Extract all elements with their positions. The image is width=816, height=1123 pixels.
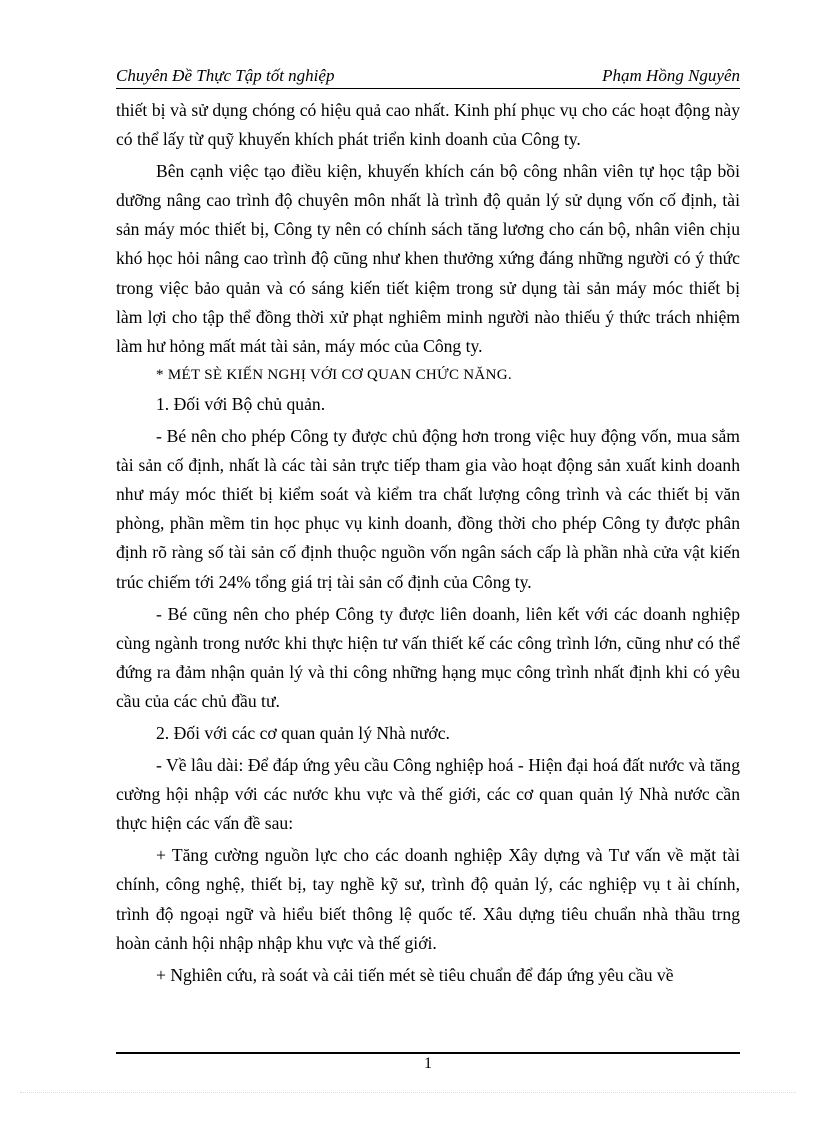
page-number: 1	[424, 1055, 432, 1072]
paragraph-standards: + Nghiên cứu, rà soát và cải tiến mét sè tiêu chuẩn để đáp ứng yêu cầu về	[156, 964, 674, 985]
section-heading-recommendations: * MÉT SÈ KIẾN NGHỊ VỚI CƠ QUAN CHỨC NĂNG.	[156, 366, 512, 383]
paragraph-staff-training: Bên cạnh việc tạo điều kiện, khuyến khích cán bộ công nhân viên tự học tập bồi dưỡng nâng cao trình độ chuyên môn nhất là trình độ quản lý sử dụng vốn cố định, tài sản máy móc thiết bị, Công ty nên có chính sách tăng lương cho cán bộ, nhân viên chịu khó học hỏi nâng cao trình độ cũng như khen thưởng xứng đáng những người có ý thức trong việc bảo quản và có sáng kiến tiết kiệm trong sử dụng tài sản máy móc thiết bị làm lợi cho tập thể đồng thời xử phạt nghiêm minh người nào thiếu ý thức trách nhiệm làm hư hỏng mất mát tài sản, máy móc của Công ty.	[116, 161, 740, 356]
header-document-title: Chuyên Đề Thực Tập tốt nghiệp	[116, 66, 335, 85]
document-body	[116, 96, 740, 990]
paragraph-ministry-joint-venture: - Bé cũng nên cho phép Công ty được liên doanh, liên kết với các doanh nghiệp cùng ngành trong nước khi thực hiện tư vấn thiết kế các công trình lớn, cũng như có thể đứng ra đảm nhận quản lý và thi công những hạng mục công trình nhất định khi có yêu cầu của các chủ đầu tư.	[116, 603, 740, 711]
page-header	[116, 62, 740, 90]
paragraph-long-term: - Về lâu dài: Để đáp ứng yêu cầu Công nghiệp hoá - Hiện đại hoá đất nước và tăng cường hội nhập với các nước khu vực và thế giới, các cơ quan quản lý Nhà nước cần thực hiện các vấn đề sau:	[116, 755, 740, 834]
header-author-name: Phạm Hồng Nguyên	[602, 66, 740, 85]
subsection-heading-ministry: 1. Đối với Bộ chủ quản.	[156, 393, 326, 414]
header-divider	[116, 88, 740, 89]
paragraph-continuation: thiết bị và sử dụng chóng có hiệu quả cao nhất. Kinh phí phục vụ cho các hoạt động này có thể lấy từ quỹ khuyến khích phát triển kinh doanh của Công ty.	[116, 100, 740, 150]
footer-divider	[116, 1052, 740, 1054]
paragraph-resources: + Tăng cường nguồn lực cho các doanh nghiệp Xây dựng và Tư vấn về mặt tài chính, công nghệ, thiết bị, tay nghề kỹ sư, trình độ quản lý, các nghiệp vụ t ài chính, trình độ ngoại ngữ và hiểu biết thông lệ quốc tế. Xâu dựng tiêu chuẩn nhà thầu trng hoàn cảnh hội nhập nhập khu vực và thế giới.	[116, 845, 740, 953]
paragraph-ministry-capital: - Bé nên cho phép Công ty được chủ động hơn trong việc huy động vốn, mua sắm tài sản cố định, nhất là các tài sản trực tiếp tham gia vào hoạt động sản xuất kinh doanh như máy móc thiết bị kiểm soát và kiểm tra chất lượng công trình và các thiết bị văn phòng, phần mềm tin học phục vụ kinh doanh, đồng thời cho phép Công ty được phân định rõ ràng số tài sản cố định thuộc nguồn vốn ngân sách cấp là phần nhà cửa vật kiến trúc chiếm tới 24% tổng giá trị tài sản cố định của Công ty.	[116, 426, 740, 592]
page-bottom-border	[20, 1092, 796, 1093]
subsection-heading-state-agencies: 2. Đối với các cơ quan quản lý Nhà nước.	[156, 722, 450, 743]
